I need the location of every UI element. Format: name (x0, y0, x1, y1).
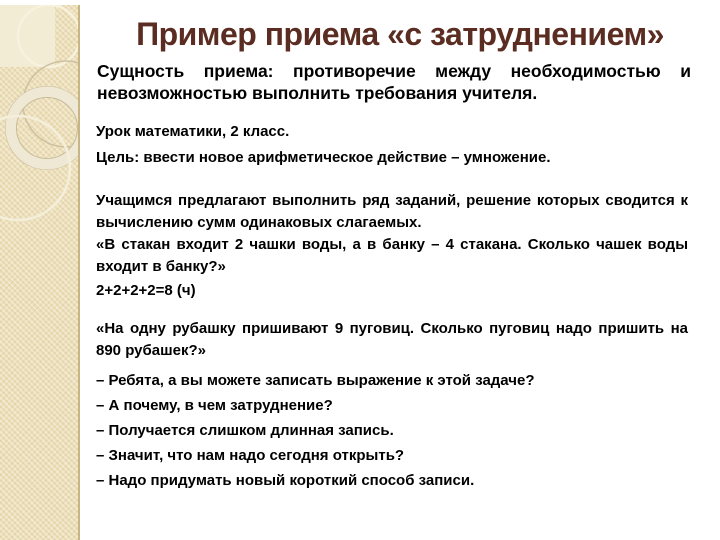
body-equation-line: 2+2+2+2=8 (ч) (96, 282, 196, 299)
dialog-lines-block (96, 370, 688, 492)
dialog-line: – Надо придумать новый короткий способ записи. (96, 472, 475, 489)
body-lesson-line: Урок математики, 2 класс. (96, 123, 290, 140)
slide-content-area (80, 0, 720, 540)
dialog-line: – Значит, что нам надо сегодня открыть? (96, 447, 405, 464)
body-task1-paragraph: «В стакан входит 2 чашки воды, а в банку – 4 стакана. Сколько чашек воды входит в банку?» (96, 236, 688, 275)
body-tasks-intro-paragraph: Учащимся предлагают выполнить ряд заданий, решение которых сводится к вычислению сумм одинаковых слагаемых. (96, 192, 688, 231)
dialog-line: – А почему, в чем затруднение? (96, 397, 333, 414)
slide-subtitle: Сущность приема: противоречие между необходимостью и невозможностью выполнить требования учителя. (97, 61, 691, 103)
ring-inner-edge (17, 98, 78, 159)
sidebar-circles-ornament (0, 5, 78, 540)
body-goal-line: Цель: ввести новое арифметическое действие – умножение. (96, 149, 551, 166)
slide-title: Пример приема «с затруднением» (136, 16, 664, 52)
dialog-line: – Получается слишком длинная запись. (96, 422, 394, 439)
body-task2-paragraph: «На одну рубашку пришивают 9 пуговиц. Сколько пуговиц надо пришить на 890 рубашек?» (96, 320, 688, 359)
sidebar-decoration (0, 5, 80, 540)
slide-body-text (96, 121, 688, 495)
dialog-line: – Ребята, а вы можете записать выражение к этой задаче? (96, 372, 535, 389)
